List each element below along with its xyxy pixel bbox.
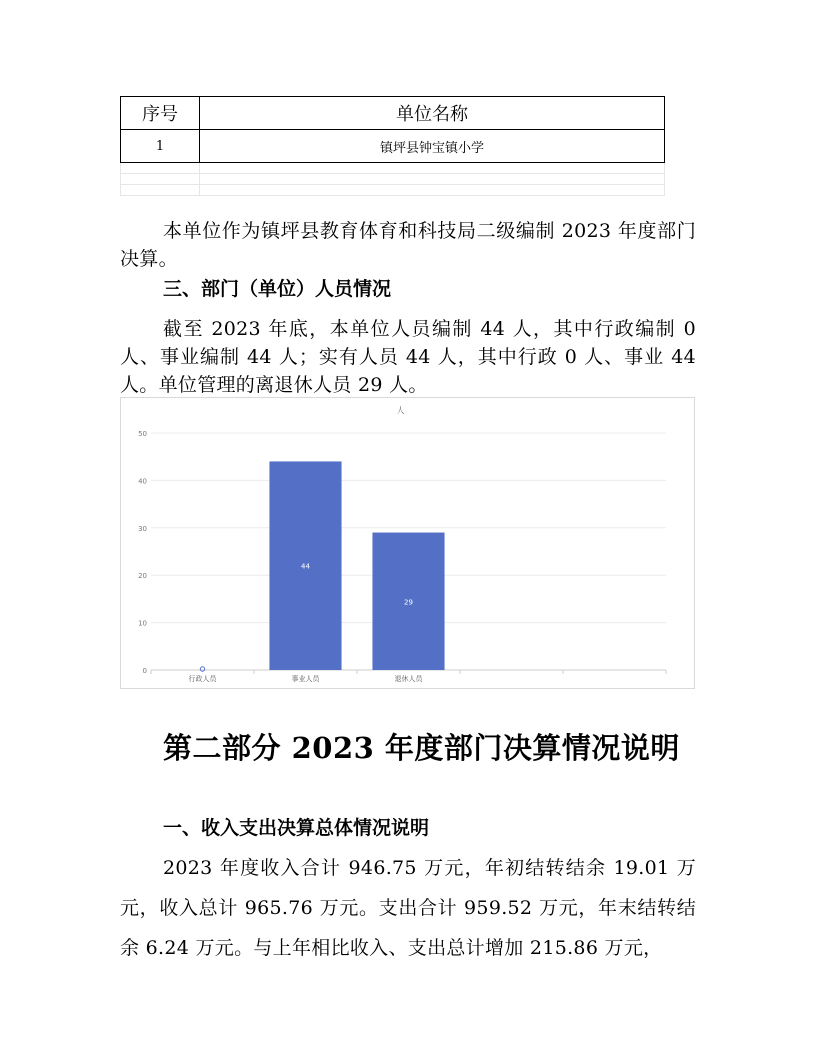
- cell-seq: 1: [121, 130, 200, 163]
- table-row: [121, 130, 665, 163]
- empty-row: [121, 185, 665, 196]
- table-header-row: [121, 97, 665, 130]
- x-tick-label: 行政人员: [188, 675, 217, 683]
- intro-paragraph: 本单位作为镇坪县教育体育和科技局二级编制 2023 年度部门决算。: [120, 220, 696, 270]
- section3-heading: 三、部门（单位）人员情况: [163, 278, 392, 300]
- staff-bar-chart: [120, 397, 695, 689]
- chart-title: 人: [396, 406, 405, 415]
- income-paragraph: 2023 年度收入合计 946.75 万元，年初结转结余 19.01 万元，收入总计 965.76 万元。支出合计 959.52 万元，年末结转结余 6.24 万元。与上年相比收入、支出总计增加 215.86 万元，: [120, 857, 696, 959]
- empty-row: [121, 163, 665, 174]
- y-tick-label: 20: [138, 572, 147, 581]
- header-unit-name: 单位名称: [200, 97, 665, 130]
- x-tick-label: 事业人员: [291, 675, 320, 683]
- section1-heading: 一、收入支出决算总体情况说明: [163, 817, 430, 839]
- data-label: 44: [301, 562, 310, 571]
- y-tick-label: 40: [138, 477, 147, 486]
- y-tick-label: 30: [138, 524, 147, 533]
- empty-row: [121, 174, 665, 185]
- y-tick-label: 0: [142, 667, 147, 675]
- x-tick-label: 退休人员: [394, 675, 423, 683]
- chart-svg: [121, 398, 696, 690]
- header-seq: 序号: [121, 97, 200, 130]
- bar-zero-marker: [200, 667, 204, 671]
- staff-paragraph: 截至 2023 年底，本单位人员编制 44 人，其中行政编制 0 人、事业编制 44 人；实有人员 44 人，其中行政 0 人、事业 44 人。单位管理的离退休人员 29 人。: [120, 318, 696, 396]
- y-tick-label: 10: [138, 619, 147, 628]
- cell-unit-name: 镇坪县钟宝镇小学: [200, 130, 665, 163]
- part-title: 第二部分 2023 年度部门决算情况说明: [163, 731, 680, 765]
- unit-table: [120, 96, 665, 196]
- data-label: 29: [404, 598, 413, 607]
- y-tick-label: 50: [138, 430, 147, 438]
